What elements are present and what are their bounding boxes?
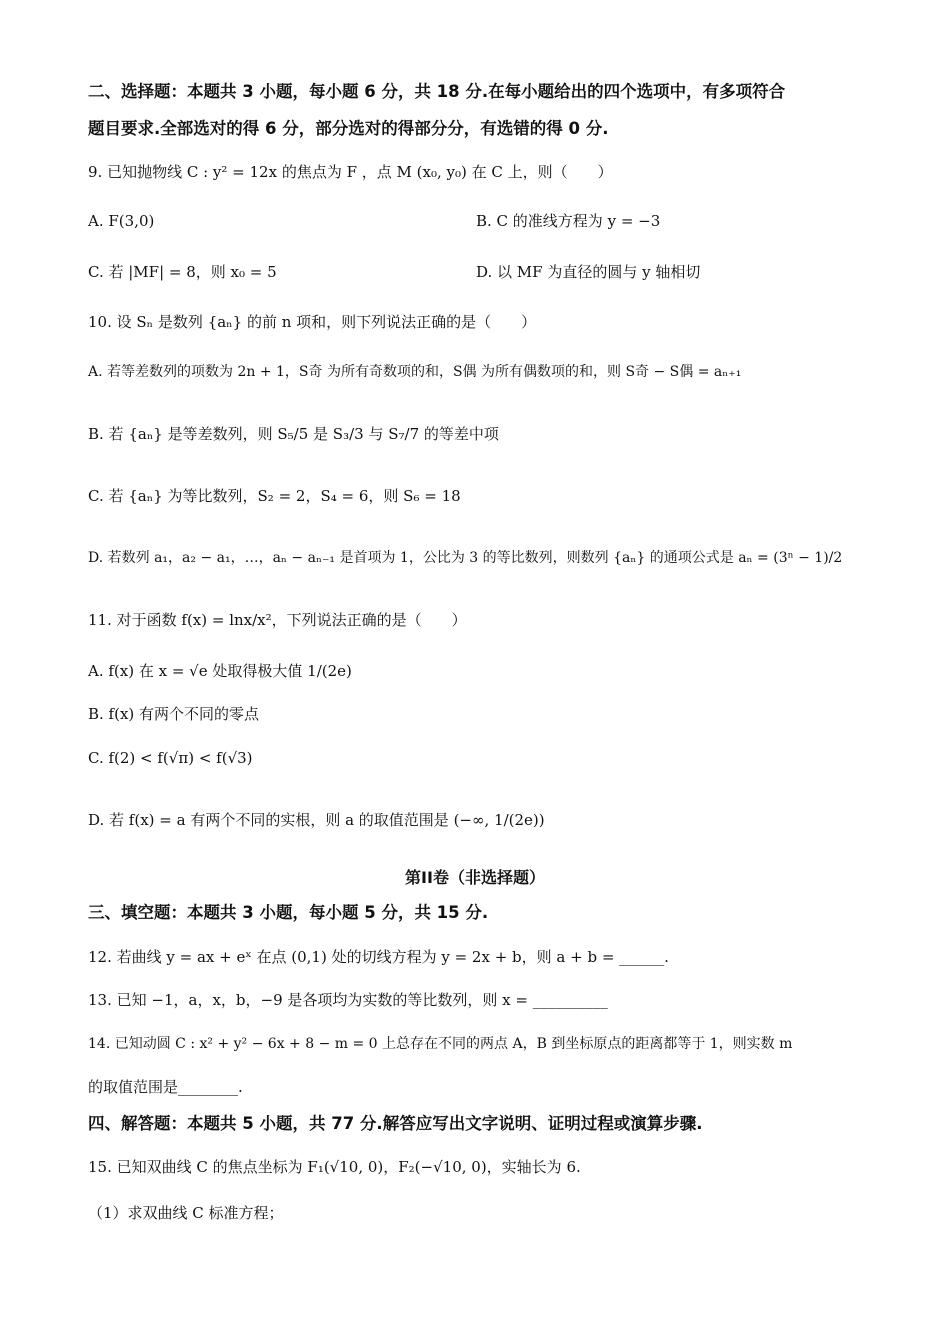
q9-option-a: A. F(3,0) — [88, 212, 155, 230]
q15-part1: （1）求双曲线 C 标准方程； — [88, 1204, 284, 1222]
q14-line1: 14. 已知动圆 C : x² + y² − 6x + 8 − m = 0 上总存在不同的两点 A，B 到坐标原点的距离都等于 1，则实数 m — [88, 1036, 793, 1052]
q13: 13. 已知 −1，a，x，b，−9 是各项均为实数的等比数列，则 x = __________ — [88, 991, 608, 1009]
section4-header: 四、解答题：本题共 5 小题，共 77 分.解答应写出文字说明、证明过程或演算步骤. — [88, 1114, 703, 1133]
part2-title: 第II卷（非选择题） — [405, 868, 545, 887]
q11-option-c: C. f(2) < f(√π) < f(√3) — [88, 749, 253, 767]
q10-option-a: A. 若等差数列的项数为 2n + 1，S奇 为所有奇数项的和，S偶 为所有偶数项的和，则 S奇 − S偶 = aₙ₊₁ — [88, 364, 742, 380]
q11-option-d: D. 若 f(x) = a 有两个不同的实根，则 a 的取值范围是 (−∞, 1/(2e)) — [88, 811, 545, 829]
q10-option-c: C. 若 {aₙ} 为等比数列，S₂ = 2，S₄ = 6，则 S₆ = 18 — [88, 487, 461, 505]
q9-stem: 9. 已知抛物线 C : y² = 12x 的焦点为 F ，点 M (x₀, y₀) 在 C 上，则（ ） — [88, 163, 613, 181]
q9-option-b: B. C 的准线方程为 y = −3 — [476, 212, 661, 230]
q10-option-b: B. 若 {aₙ} 是等差数列，则 S₅/5 是 S₃/3 与 S₇/7 的等差中项 — [88, 425, 499, 443]
q11-option-b: B. f(x) 有两个不同的零点 — [88, 705, 260, 723]
section2-line2: 题目要求.全部选对的得 6 分，部分选对的得部分分，有选错的得 0 分. — [88, 119, 609, 138]
q14-line2: 的取值范围是________. — [88, 1078, 243, 1096]
q12: 12. 若曲线 y = ax + eˣ 在点 (0,1) 处的切线方程为 y = 2x + b，则 a + b = ______. — [88, 948, 669, 966]
section2-line1: 二、选择题：本题共 3 小题，每小题 6 分，共 18 分.在每小题给出的四个选项中，有多项符合 — [88, 82, 786, 101]
q11-option-a: A. f(x) 在 x = √e 处取得极大值 1/(2e) — [88, 662, 352, 680]
q9-option-c: C. 若 |MF| = 8，则 x₀ = 5 — [88, 263, 277, 281]
section3-header: 三、填空题：本题共 3 小题，每小题 5 分，共 15 分. — [88, 903, 489, 922]
q15-stem: 15. 已知双曲线 C 的焦点坐标为 F₁(√10, 0)，F₂(−√10, 0)，实轴长为 6. — [88, 1158, 581, 1176]
q10-stem: 10. 设 Sₙ 是数列 {aₙ} 的前 n 项和，则下列说法正确的是（ ） — [88, 313, 537, 331]
q10-option-d: D. 若数列 a₁，a₂ − a₁，…，aₙ − aₙ₋₁ 是首项为 1，公比为 3 的等比数列，则数列 {aₙ} 的通项公式是 aₙ = (3ⁿ − 1)/2 — [88, 550, 843, 566]
q9-option-d: D. 以 MF 为直径的圆与 y 轴相切 — [476, 263, 701, 281]
q11-stem: 11. 对于函数 f(x) = lnx/x²，下列说法正确的是（ ） — [88, 611, 467, 629]
